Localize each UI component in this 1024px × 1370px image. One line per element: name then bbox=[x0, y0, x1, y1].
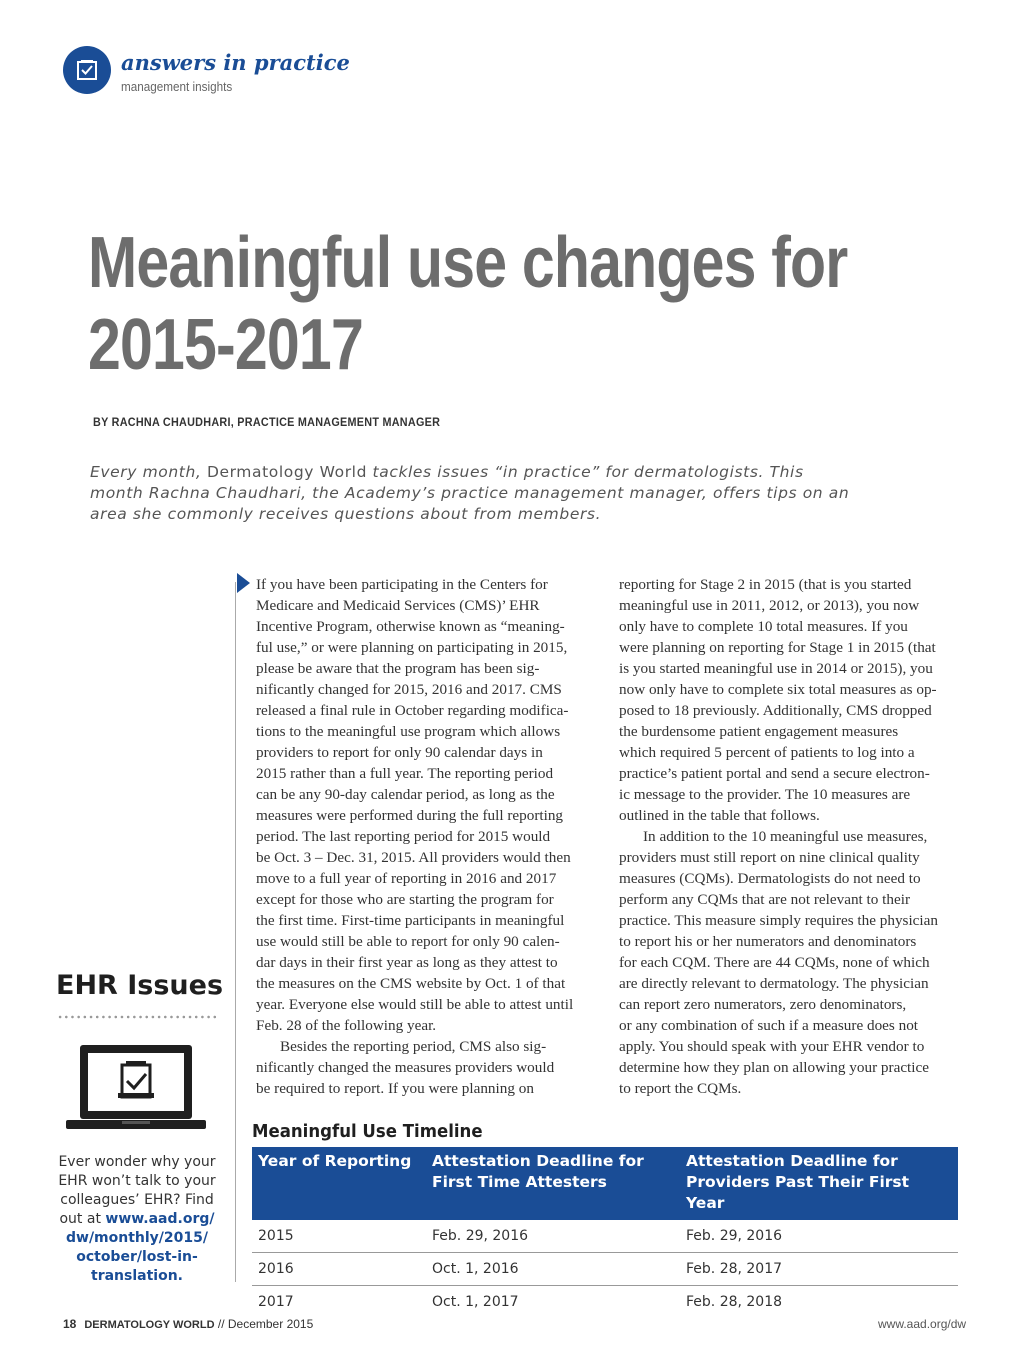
body-line: can be any 90-day calendar period, as long as the bbox=[256, 786, 555, 803]
byline: BY RACHNA CHAUDHARI, PRACTICE MANAGEMENT MANAGER bbox=[93, 415, 441, 429]
column-header: Year of Reporting bbox=[252, 1147, 426, 1220]
start-arrow-icon bbox=[237, 573, 250, 593]
sidebar-link[interactable]: translation. bbox=[91, 1268, 183, 1284]
body-line: now only have to complete six total measures as op- bbox=[619, 681, 937, 698]
body-line: the burdensome patient engagement measures bbox=[619, 723, 899, 740]
body-line: Medicare and Medicaid Services (CMS)’ EHR bbox=[256, 597, 540, 614]
body-line: apply. You should speak with your EHR vendor to bbox=[619, 1038, 925, 1055]
body-line: use would still be able to report for only 90 calen- bbox=[256, 933, 560, 950]
page-footer bbox=[63, 1317, 313, 1331]
body-line: tions to the meaningful use program which allows bbox=[256, 723, 561, 740]
intro-line: area she commonly receives questions about from members. bbox=[90, 505, 602, 523]
body-line: Incentive Program, otherwise known as “meaning- bbox=[256, 618, 565, 635]
body-line: ic message to the provider. The 10 measures are bbox=[619, 786, 911, 803]
intro-line: month Rachna Chaudhari, the Academy’s practice management manager, offers tips on an bbox=[90, 484, 850, 502]
table-row bbox=[252, 1286, 958, 1319]
page-title bbox=[88, 222, 848, 386]
column-header: Attestation Deadline for First Time Attesters bbox=[426, 1147, 680, 1220]
body-line: ful use,” or were planning on participating in 2015, bbox=[256, 639, 568, 656]
body-line: move to a full year of reporting in 2016 and 2017 bbox=[256, 870, 557, 887]
body-line: only have to complete 10 total measures. If you bbox=[619, 618, 908, 635]
dotted-divider bbox=[57, 1015, 217, 1019]
sidebar-link[interactable]: dw/monthly/2015/ bbox=[65, 1230, 209, 1246]
magazine-name: DERMATOLOGY WORLD bbox=[84, 1319, 215, 1331]
body-line: period. The last reporting period for 2015 would bbox=[256, 828, 551, 845]
laptop-checklist-icon bbox=[62, 1043, 210, 1140]
table-header-row bbox=[252, 1147, 958, 1220]
table-cell: 2016 bbox=[252, 1253, 426, 1286]
checklist-icon bbox=[75, 58, 99, 82]
body-line: released a final rule in October regarding modifica- bbox=[256, 702, 569, 719]
sidebar-line: Ever wonder why your bbox=[58, 1154, 216, 1170]
body-line: be required to report. If you were planning on bbox=[256, 1080, 534, 1097]
body-line: reporting for Stage 2 in 2015 (that is you started bbox=[619, 576, 912, 593]
body-line: providers to report for only 90 calendar days in bbox=[256, 744, 543, 761]
issue-date: December 2015 bbox=[227, 1317, 314, 1331]
body-column-2 bbox=[619, 574, 938, 1099]
body-line: dar days in their first year as long as they attest to bbox=[256, 954, 558, 971]
body-line: practice’s patient portal and send a secure electron- bbox=[619, 765, 930, 782]
sidebar-link[interactable]: october/lost-in- bbox=[76, 1249, 198, 1265]
body-line: for each CQM. There are 44 CQMs, none of which bbox=[619, 954, 930, 971]
body-line: If you have been participating in the Centers for bbox=[256, 576, 548, 593]
table-cell: Oct. 1, 2016 bbox=[426, 1253, 680, 1286]
body-line: are directly relevant to dermatology. The physician bbox=[619, 975, 929, 992]
table-title: Meaningful Use Timeline bbox=[252, 1121, 483, 1142]
body-line: nificantly changed the measures providers would bbox=[256, 1059, 555, 1076]
page-number: 18 bbox=[63, 1317, 77, 1331]
footer-separator: // bbox=[214, 1317, 228, 1331]
column-header: Attestation Deadline for Providers Past Their First Year bbox=[680, 1147, 958, 1220]
table-row bbox=[252, 1253, 958, 1286]
body-line: can report zero numerators, zero denominators, bbox=[619, 996, 907, 1013]
table-cell: Feb. 29, 2016 bbox=[680, 1220, 958, 1253]
title-line: 2015-2017 bbox=[88, 305, 363, 385]
title-line: Meaningful use changes for bbox=[88, 223, 848, 303]
table-cell: 2015 bbox=[252, 1220, 426, 1253]
column-divider bbox=[235, 582, 236, 1282]
body-line: measures were performed during the full reporting bbox=[256, 807, 564, 824]
section-subtitle: management insights bbox=[121, 79, 233, 94]
body-line: perform any CQMs that are not relevant to their bbox=[619, 891, 911, 908]
body-line: In addition to the 10 meaningful use measures, bbox=[643, 828, 928, 845]
table-cell: Oct. 1, 2017 bbox=[432, 1294, 519, 1310]
body-line: be Oct. 3 – Dec. 31, 2015. All providers would then bbox=[256, 849, 571, 866]
sidebar-line: out at www.aad.org/ bbox=[59, 1211, 215, 1227]
section-badge bbox=[63, 46, 111, 94]
sidebar-title: EHR Issues bbox=[56, 970, 224, 1001]
sidebar-line: colleagues’ EHR? Find bbox=[60, 1192, 214, 1208]
table-cell: Feb. 28, 2017 bbox=[680, 1253, 958, 1286]
body-line: Feb. 28 of the following year. bbox=[256, 1017, 437, 1034]
timeline-table bbox=[252, 1147, 958, 1318]
body-line: please be aware that the program has been sig- bbox=[256, 660, 540, 677]
body-column-1 bbox=[256, 574, 573, 1099]
intro-line: Every month, Dermatology World tackles issues “in practice” for dermatologists. This bbox=[90, 463, 804, 481]
body-line: measures (CQMs). Dermatologists do not need to bbox=[619, 870, 921, 887]
body-line: the first time. First-time participants in meaningful bbox=[256, 912, 565, 929]
section-brand: answers in practice bbox=[121, 50, 350, 75]
footer-url[interactable]: www.aad.org/dw bbox=[878, 1317, 967, 1331]
body-line: 2015 rather than a full year. The reporting period bbox=[256, 765, 554, 782]
body-line: outlined in the table that follows. bbox=[619, 807, 820, 824]
sidebar-line: EHR won’t talk to your bbox=[58, 1173, 216, 1189]
table-cell: Feb. 29, 2016 bbox=[426, 1220, 680, 1253]
body-line: the measures on the CMS website by Oct. 1 of that bbox=[256, 975, 566, 992]
body-line: is you started meaningful use in 2014 or 2015), you bbox=[619, 660, 933, 677]
sidebar-link[interactable]: www.aad.org/ bbox=[105, 1211, 215, 1227]
body-line: providers must still report on nine clinical quality bbox=[619, 849, 920, 866]
body-line: Besides the reporting period, CMS also sig- bbox=[280, 1038, 547, 1055]
body-line: except for those who are starting the program for bbox=[256, 891, 554, 908]
body-line: nificantly changed for 2015, 2016 and 2017. CMS bbox=[256, 681, 562, 698]
body-line: to report his or her numerators and denominators bbox=[619, 933, 917, 950]
table-cell: Feb. 28, 2018 bbox=[686, 1294, 783, 1310]
body-line: practice. This measure simply requires the physician bbox=[619, 912, 938, 929]
body-line: year. Everyone else would still be able to attest until bbox=[256, 996, 574, 1013]
intro-text bbox=[90, 462, 850, 525]
table-row bbox=[252, 1220, 958, 1253]
body-line: which required 5 percent of patients to log into a bbox=[619, 744, 915, 761]
body-line: were planning on reporting for Stage 1 in 2015 (that bbox=[619, 639, 936, 656]
body-line: determine how they plan on allowing your practice bbox=[619, 1059, 929, 1076]
body-line: to report the CQMs. bbox=[619, 1080, 742, 1097]
body-line: meaningful use in 2011, 2012, or 2013), you now bbox=[619, 597, 920, 614]
sidebar-text bbox=[52, 1153, 222, 1286]
table-cell: 2017 bbox=[258, 1294, 294, 1310]
body-line: or any combination of such if a measure does not bbox=[619, 1017, 919, 1034]
body-line: posed to 18 previously. Additionally, CMS dropped bbox=[619, 702, 932, 719]
